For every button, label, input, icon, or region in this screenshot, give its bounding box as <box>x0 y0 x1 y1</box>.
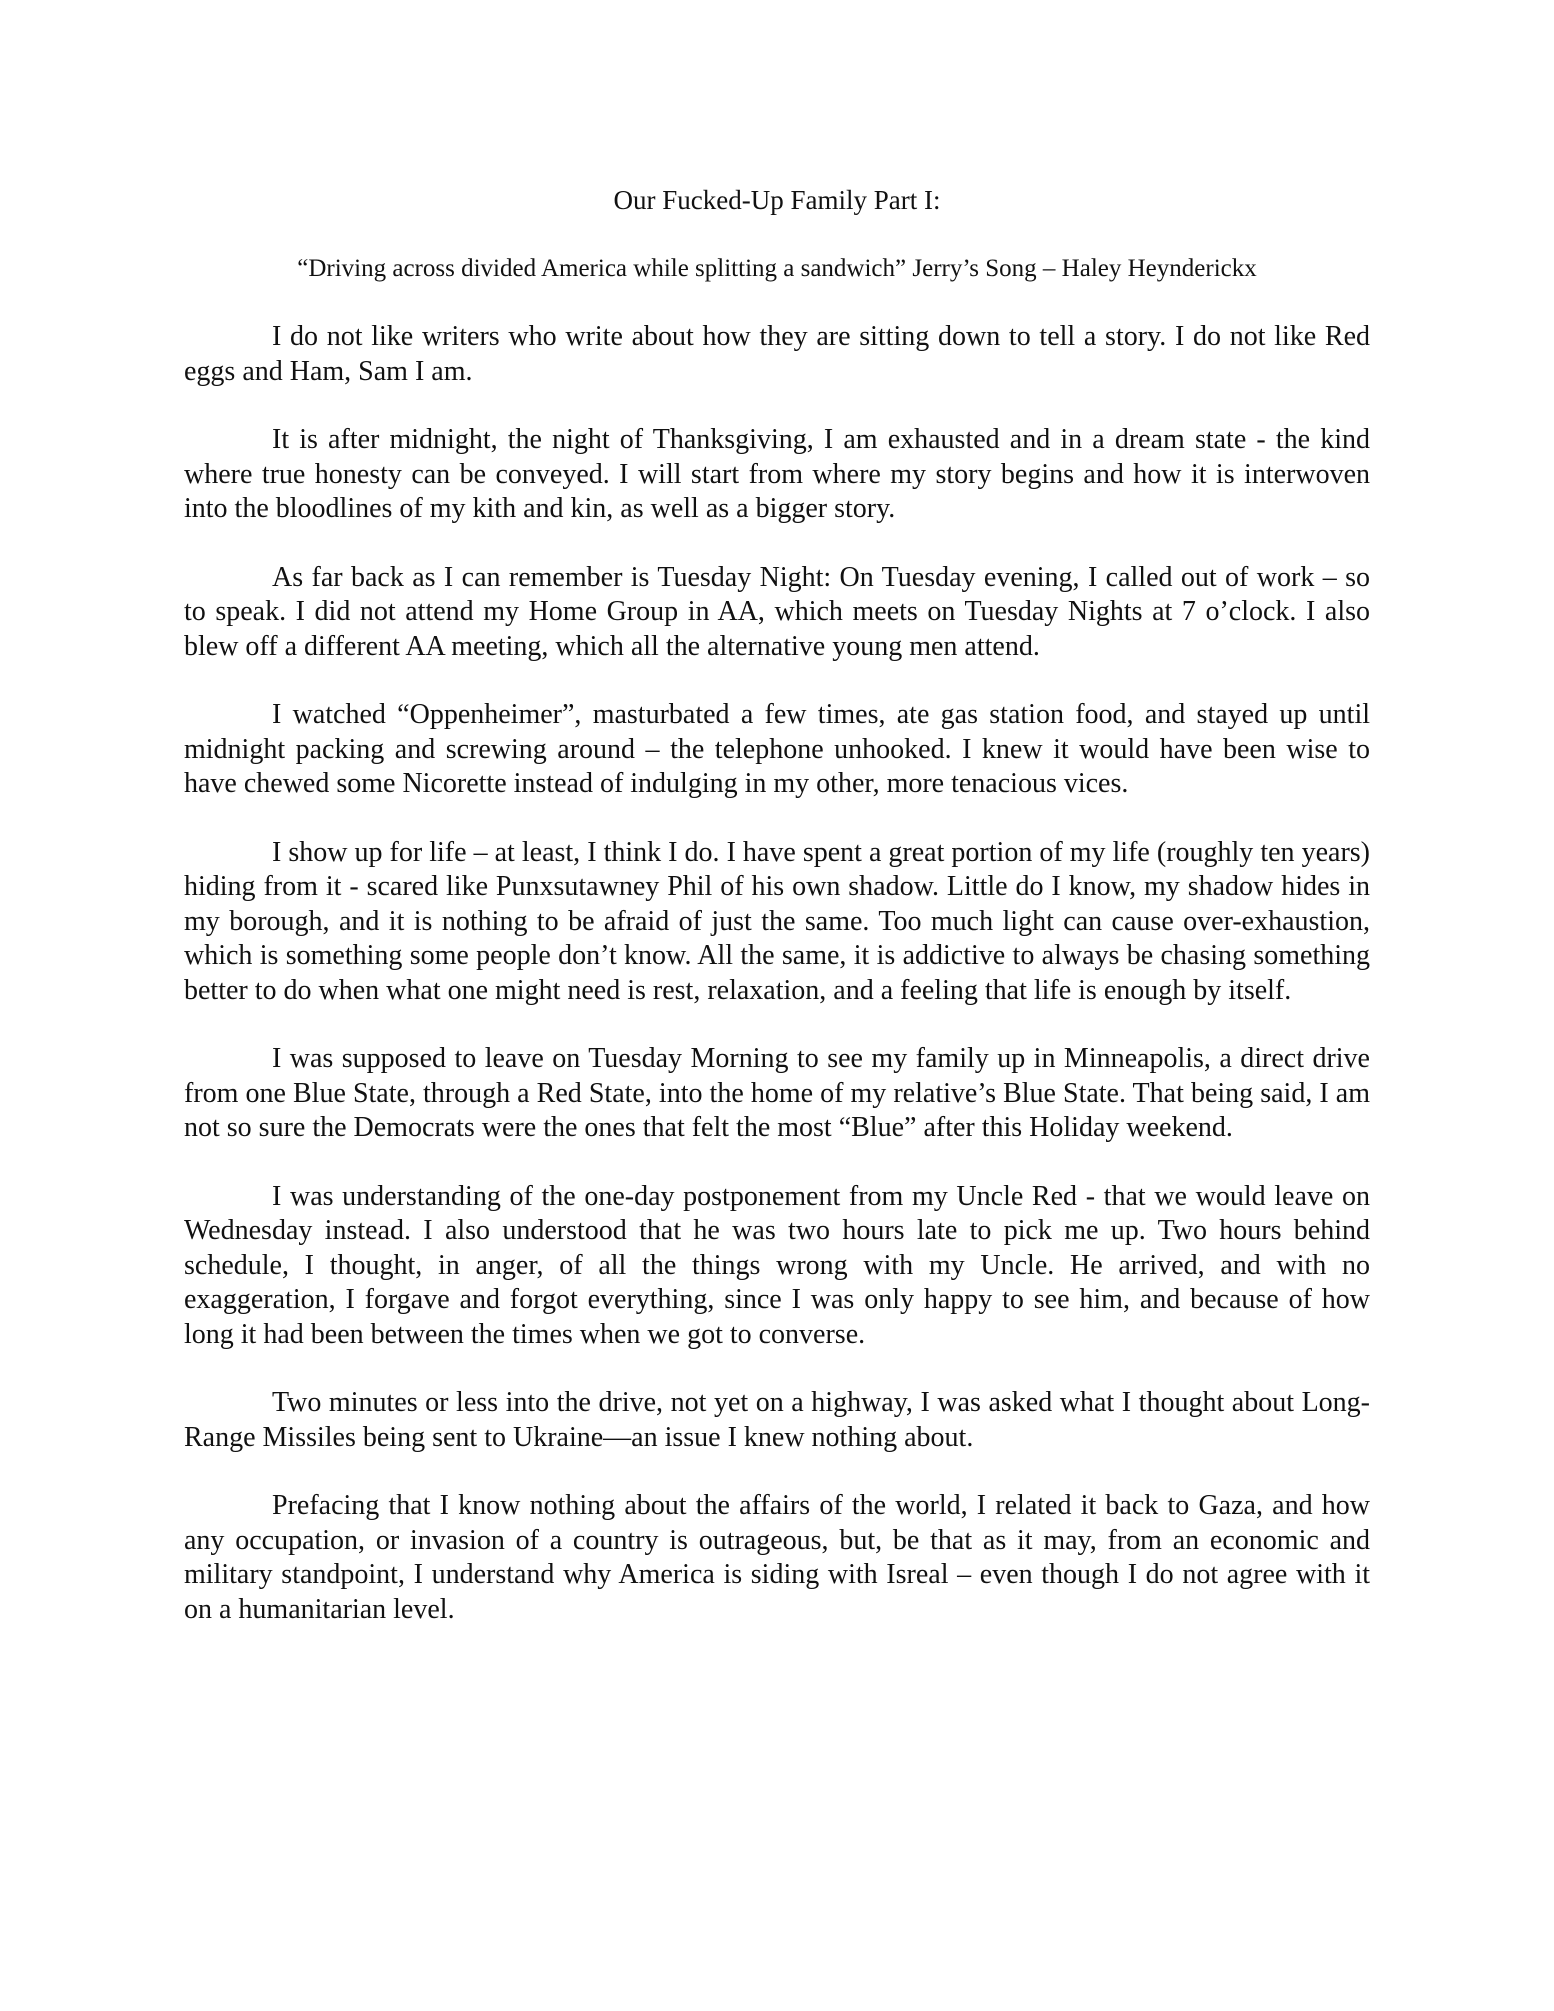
paragraph-5: I show up for life – at least, I think I do. I have spent a great portion of my life (roughly ten years) hiding from it - scared like Punxsutawney Phil of his own shadow. Little do I know, my shadow hides in my borough, and it is nothing to be afraid of just the same. Too much light can cause over-exhaustion, which is something some people don’t know. All the same, it is addictive to always be chasing something better to do when what one might need is rest, relaxation, and a feeling that life is enough by itself. <box>184 836 1370 1006</box>
paragraph-9: Prefacing that I know nothing about the affairs of the world, I related it back to Gaza, and how any occupation, or invasion of a country is outrageous, but, be that as it may, from an economic and military standpoint, I understand why America is siding with Isreal – even though I do not agree with it on a humanitarian level. <box>184 1490 1370 1625</box>
document-body <box>184 320 1370 1661</box>
paragraph-7: I was understanding of the one-day postponement from my Uncle Red - that we would leave on Wednesday instead. I also understood that he was two hours late to pick me up. Two hours behind schedule, I thought, in anger, of all the things wrong with my Uncle. He arrived, and with no exaggeration, I forgave and forgot everything, since I was only happy to see him, and because of how long it had been between the times when we got to converse. <box>184 1180 1370 1350</box>
paragraph-3: As far back as I can remember is Tuesday Night: On Tuesday evening, I called out of work – so to speak. I did not attend my Home Group in AA, which meets on Tuesday Nights at 7 o’clock. I also blew off a different AA meeting, which all the alternative young men attend. <box>184 561 1370 662</box>
paragraph-2: It is after midnight, the night of Thanksgiving, I am exhausted and in a dream state - the kind where true honesty can be conveyed. I will start from where my story begins and how it is interwoven into the bloodlines of my kith and kin, as well as a bigger story. <box>184 424 1370 524</box>
epigraph: “Driving across divided America while splitting a sandwich” Jerry’s Song – Haley Heynderickx <box>297 255 1257 282</box>
document-title: Our Fucked-Up Family Part I: <box>613 185 941 215</box>
paragraph-8: Two minutes or less into the drive, not yet on a highway, I was asked what I thought about Long-Range Missiles being sent to Ukraine—an issue I knew nothing about. <box>184 1387 1370 1453</box>
paragraph-1: I do not like writers who write about how they are sitting down to tell a story. I do not like Red eggs and Ham, Sam I am. <box>184 321 1370 387</box>
paragraph-6: I was supposed to leave on Tuesday Morning to see my family up in Minneapolis, a direct drive from one Blue State, through a Red State, into the home of my relative’s Blue State. That being said, I am not so sure the Democrats were the ones that felt the most “Blue” after this Holiday weekend. <box>184 1043 1370 1143</box>
paragraph-4: I watched “Oppenheimer”, masturbated a few times, ate gas station food, and stayed up until midnight packing and screwing around – the telephone unhooked. I knew it would have been wise to have chewed some Nicorette instead of indulging in my other, more tenacious vices. <box>184 699 1370 799</box>
